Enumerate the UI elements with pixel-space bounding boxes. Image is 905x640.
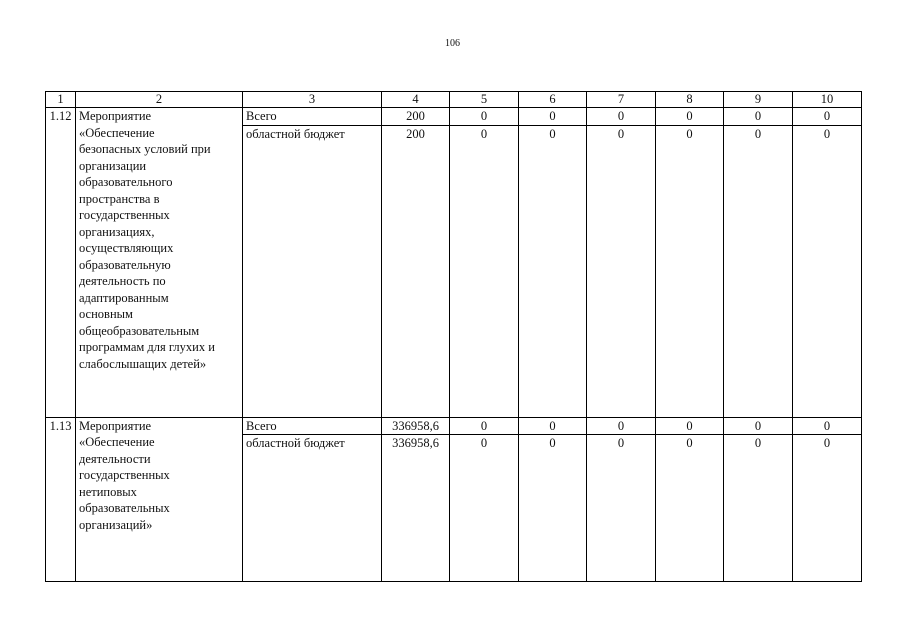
empty-cell: [656, 452, 724, 582]
column-header: 2: [76, 92, 243, 108]
empty-cell: [587, 142, 656, 417]
funding-value: 0: [793, 108, 862, 126]
description-line: образовательную: [79, 257, 171, 272]
empty-cell: [450, 452, 519, 582]
description-line: слабослышащих детей»: [79, 356, 207, 371]
funding-value: 0: [724, 108, 793, 126]
description-line: деятельности: [79, 451, 151, 466]
funding-value: 0: [724, 417, 793, 435]
funding-source: областной бюджет: [243, 125, 382, 142]
description-line: организации: [79, 158, 147, 173]
empty-cell: [382, 452, 450, 582]
table-row: [46, 417, 862, 435]
funding-source: Всего: [243, 108, 382, 126]
column-header: 4: [382, 92, 450, 108]
description-line: «Обеспечение: [79, 125, 155, 140]
empty-cell: [519, 142, 587, 417]
funding-value: 0: [656, 125, 724, 142]
description-line: образовательных: [79, 501, 170, 515]
activity-description: [76, 108, 243, 418]
column-header: 6: [519, 92, 587, 108]
description-line: государственных: [79, 208, 170, 222]
page-number: 106: [445, 38, 460, 49]
funding-value: 0: [587, 108, 656, 126]
description-line: «Обеспечение: [79, 435, 155, 449]
description-line: программам для глухих и: [79, 340, 215, 354]
funding-value: 0: [724, 435, 793, 452]
empty-cell: [519, 452, 587, 582]
funding-value: 0: [450, 108, 519, 126]
description-line: адаптированным: [79, 290, 169, 305]
table-row: [46, 108, 862, 126]
description-line: организациях,: [79, 224, 155, 239]
description-line: нетиповых: [79, 484, 137, 499]
description-line: государственных: [79, 468, 170, 482]
row-id: 1.12: [46, 108, 76, 418]
column-header: 3: [243, 92, 382, 108]
funding-value: 200: [382, 108, 450, 126]
activity-description: [76, 417, 243, 582]
empty-cell: [382, 142, 450, 417]
description-line: основным: [79, 307, 133, 321]
description-line: деятельность по: [79, 274, 166, 288]
funding-source: областной бюджет: [243, 435, 382, 452]
column-header: 1: [46, 92, 76, 108]
funding-source: Всего: [243, 417, 382, 435]
empty-cell: [724, 142, 793, 417]
column-header: 5: [450, 92, 519, 108]
funding-value: 0: [656, 435, 724, 452]
description-line: Мероприятие: [79, 109, 152, 123]
funding-value: 0: [656, 417, 724, 435]
empty-cell: [656, 142, 724, 417]
empty-cell: [587, 452, 656, 582]
column-header: 10: [793, 92, 862, 108]
description-line: организаций»: [79, 517, 153, 532]
funding-value: 0: [519, 417, 587, 435]
funding-value: 200: [382, 125, 450, 142]
description-line: безопасных условий при: [79, 142, 211, 156]
funding-value: 336958,6: [382, 435, 450, 452]
description-line: общеобразовательным: [79, 323, 200, 338]
funding-value: 0: [793, 125, 862, 142]
funding-value: 0: [450, 125, 519, 142]
funding-value: 0: [656, 108, 724, 126]
funding-value: 0: [793, 435, 862, 452]
description-line: образовательного: [79, 175, 173, 189]
empty-cell: [450, 142, 519, 417]
empty-cell: [724, 452, 793, 582]
empty-cell: [243, 452, 382, 582]
row-id: 1.13: [46, 417, 76, 582]
column-header: 7: [587, 92, 656, 108]
funding-value: 0: [587, 125, 656, 142]
funding-value: 0: [793, 417, 862, 435]
funding-value: 0: [519, 125, 587, 142]
funding-value: 0: [450, 417, 519, 435]
empty-cell: [793, 142, 862, 417]
empty-cell: [243, 142, 382, 417]
funding-value: 336958,6: [382, 417, 450, 435]
budget-table: [45, 91, 862, 582]
funding-value: 0: [724, 125, 793, 142]
description-line: осуществляющих: [79, 241, 174, 255]
column-header: 9: [724, 92, 793, 108]
funding-value: 0: [450, 435, 519, 452]
description-line: пространства в: [79, 191, 160, 206]
funding-value: 0: [587, 435, 656, 452]
funding-value: 0: [587, 417, 656, 435]
funding-value: 0: [519, 435, 587, 452]
empty-cell: [793, 452, 862, 582]
column-header: 8: [656, 92, 724, 108]
column-header-row: [46, 92, 862, 108]
funding-value: 0: [519, 108, 587, 126]
description-line: Мероприятие: [79, 418, 152, 433]
